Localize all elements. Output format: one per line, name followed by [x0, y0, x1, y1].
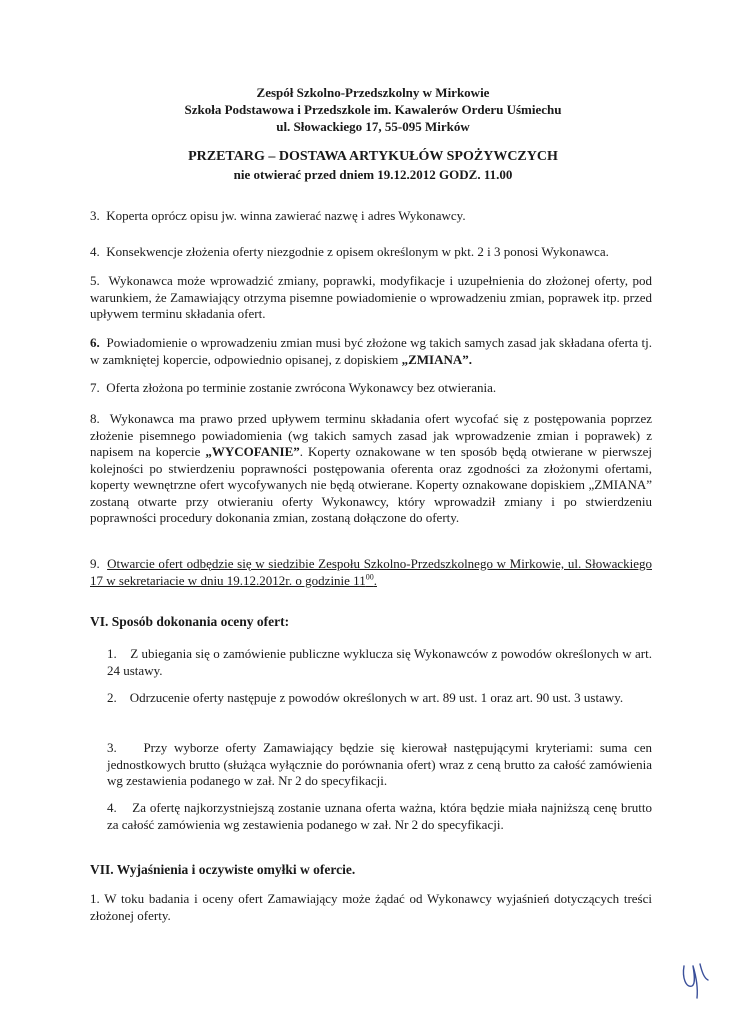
- item-number: 3.: [107, 740, 117, 755]
- item-number: 3.: [90, 208, 100, 223]
- item-number: 5.: [90, 273, 100, 288]
- item-5: [90, 273, 652, 323]
- item-text: Otwarcie ofert odbędzie się w siedzibie Zespołu Szkolno-Przedszkolnego w Mirkowie, ul. Słowackiego 17 w sekretariacie w dniu 19.12.2012r. o godzinie $11^{00}$.: [90, 556, 652, 588]
- item-text: Za ofertę najkorzystniejszą zostanie uznana oferta ważna, która będzie miała najniższą cenę brutto za całość zamówienia wg zestawienia podanego w zał. Nr 2 do specyfikacji.: [107, 800, 653, 832]
- item-number: 9.: [90, 556, 100, 571]
- section-vii-heading: VII. Wyjaśnienia i oczywiste omyłki w ofercie.: [90, 862, 356, 877]
- title-opening-note: nie otwierać przed dniem 19.12.2012 GODZ. 11.00: [233, 167, 513, 182]
- time-superscript: 00: [365, 572, 374, 582]
- item-text: Wykonawca ma prawo przed upływem terminu składania ofert wycofać się z postępowania poprzez złożenie pisemnego powiadomienia (wg takich samych zasad jak wprowadzenie zmian i poprawek) z napisem na kopercie: [90, 411, 652, 459]
- item-8: [90, 411, 652, 527]
- item-text-continued: . Koperty oznakowane w ten sposób będą otwierane w pierwszej kolejności po stwierdzeniu poprawności postępowania oferenta oraz zgodności za złożonymi ofertami, koperty wewnętrzne ofert wycofywanych nie będą otwierane. Koperty oznakowane dopiskiem „ZMIANA” zostaną otwarte przy otwieraniu oferty Wykonawcy, który wprowadził zmiany i po stwierdzeniu poprawności procedury dokonania zmian, zostaną dołączone do oferty.: [90, 444, 653, 525]
- item-number: 4.: [107, 800, 117, 815]
- item-number: 1.: [90, 891, 100, 906]
- item-text: Wykonawca może wprowadzić zmiany, poprawki, modyfikacje i uzupełnienia do złożonej oferty, pod warunkiem, że Zamawiający otrzyma pisemne powiadomienie o wprowadzeniu zmian, poprawek itp. przed upływem terminu składania ofert.: [90, 273, 653, 321]
- item-text: W toku badania i oceny ofert Zamawiający może żądać od Wykonawcy wyjaśnień dotyczących treści złożonej oferty.: [90, 891, 653, 923]
- document-header: [90, 84, 656, 135]
- item-text: Odrzucenie oferty następuje z powodów określonych w art. 89 ust. 1 oraz art. 90 ust. 3 ustawy.: [129, 690, 624, 705]
- item-number: 1.: [107, 646, 117, 661]
- item-number: 4.: [90, 244, 100, 259]
- item-4: [90, 244, 652, 261]
- item-number: 2.: [107, 690, 117, 705]
- title-tender: PRZETARG – DOSTAWA ARTYKUŁÓW SPOŻYWCZYCH: [188, 149, 558, 164]
- item-number: 7.: [90, 380, 100, 395]
- item-text: Z ubiegania się o zamówienie publiczne wyklucza się Wykonawców z powodów określonych w art. 24 ustawy.: [107, 646, 652, 678]
- header-address: ul. Słowackiego 17, 55-095 Mirków: [276, 119, 470, 134]
- item-number: 6.: [90, 335, 100, 350]
- item-text: Powiadomienie o wprowadzeniu zmian musi być złożone wg takich samych zasad jak składana oferta tj. w zamkniętej kopercie, odpowiednio opisanej, z dopiskiem: [90, 335, 652, 367]
- item-text-bold: „ZMIANA”.: [401, 351, 472, 367]
- item-number: 8.: [90, 411, 100, 426]
- section-vi-item-2: [107, 690, 652, 707]
- header-school-name: Szkoła Podstawowa i Przedszkole im. Kawalerów Orderu Uśmiechu: [184, 102, 562, 117]
- item-text: Konsekwencje złożenia oferty niezgodnie z opisem określonym w pkt. 2 i 3 ponosi Wykonawca.: [106, 244, 609, 259]
- handwritten-initials-icon: [678, 958, 712, 1002]
- item-7: [90, 380, 652, 397]
- item-text-bold: „WYCOFANIE”: [205, 444, 300, 459]
- item-9: [90, 556, 652, 589]
- section-vi-item-1: [107, 646, 652, 679]
- section-vi-heading: VI. Sposób dokonania oceny ofert:: [90, 614, 290, 629]
- document-title: [90, 148, 656, 183]
- item-text: Przy wyborze oferty Zamawiający będzie się kierował następującymi kryteriami: suma cen jednostkowych brutto (służąca wyłącznie do porównania ofert) wraz z ceną brutto za całość zamówienia wg zestawienia podanego w zał. Nr 2 do specyfikacji.: [107, 740, 653, 788]
- section-vii-item-1: [90, 891, 652, 924]
- item-6: [90, 335, 652, 368]
- item-text: Oferta złożona po terminie zostanie zwrócona Wykonawcy bez otwierania.: [106, 380, 497, 395]
- item-3: [90, 208, 652, 225]
- section-vi-item-4: [107, 800, 652, 833]
- item-text: Koperta oprócz opisu jw. winna zawierać nazwę i adres Wykonawcy.: [106, 208, 466, 223]
- header-school-complex: Zespół Szkolno-Przedszkolny w Mirkowie: [256, 85, 490, 100]
- section-vi-item-3: [107, 740, 652, 790]
